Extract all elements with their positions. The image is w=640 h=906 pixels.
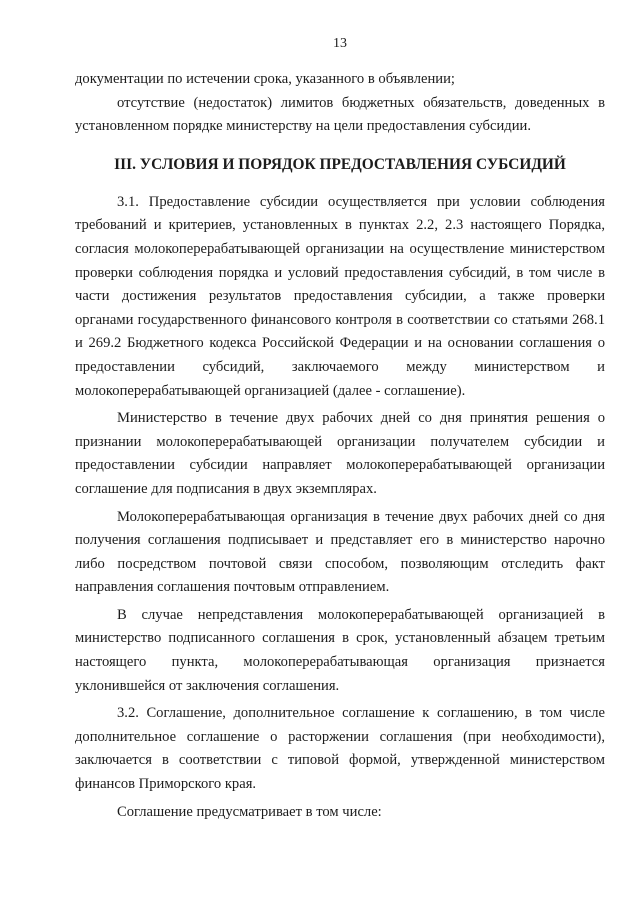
paragraph-top-1: документации по истечении срока, указанного в объявлении; <box>75 71 455 87</box>
paragraph-organization-signs: Молокоперерабатывающая организация в течение двух рабочих дней со дня получения соглашения подписывает и представляет его в министерство нарочно либо посредством почтовой связи способом, позволяющим отследить факт направления соглашения почтовым отправлением. <box>75 508 605 596</box>
paragraph-agreement-provides: Соглашение предусматривает в том числе: <box>117 803 382 820</box>
paragraph-non-submission: В случае непредставления молокоперерабатывающей организацией в министерство подписанного соглашения в срок, установленный абзацем третьим настоящего пункта, молокоперерабатывающая организация признается уклонившейся от заключения соглашения. <box>75 606 605 694</box>
paragraph-3-1: 3.1. Предоставление субсидии осуществляется при условии соблюдения требований и критериев, установленных в пунктах 2.2, 2.3 настоящего Порядка, согласия молокоперерабатывающей организации на осуществление министерством проверки соблюдения порядка и условий предоставления субсидий, в том числе в части достижения результатов предоставления субсидии, а также проверки органами государственного финансового контроля в соответствии со статьями 268.1 и 269.2 Бюджетного кодекса Российской Федерации и на основании соглашения о предоставлении субсидий, заключаемого между министерством и молокоперерабатывающей организацией (далее - соглашение). <box>75 193 605 399</box>
paragraph-3-2: 3.2. Соглашение, дополнительное соглашение к соглашению, в том числе дополнительное соглашение о расторжении соглашения (при необходимости), заключается в соответствии с типовой формой, утвержденной министерством финансов Приморского края. <box>75 705 605 793</box>
page-number: 13 <box>333 36 347 51</box>
section-title: III. УСЛОВИЯ И ПОРЯДОК ПРЕДОСТАВЛЕНИЯ СУБСИДИЙ <box>114 155 566 173</box>
paragraph-top-2: отсутствие (недостаток) лимитов бюджетных обязательств, доведенных в установленном порядке министерству на цели предоставления субсидии. <box>75 94 605 135</box>
document-body <box>75 68 605 824</box>
paragraph-ministry-sends: Министерство в течение двух рабочих дней со дня принятия решения о признании молокоперерабатывающей организации получателем субсидии и предоставлении субсидии направляет молокоперерабатывающей организации соглашение для подписания в двух экземплярах. <box>75 410 605 497</box>
